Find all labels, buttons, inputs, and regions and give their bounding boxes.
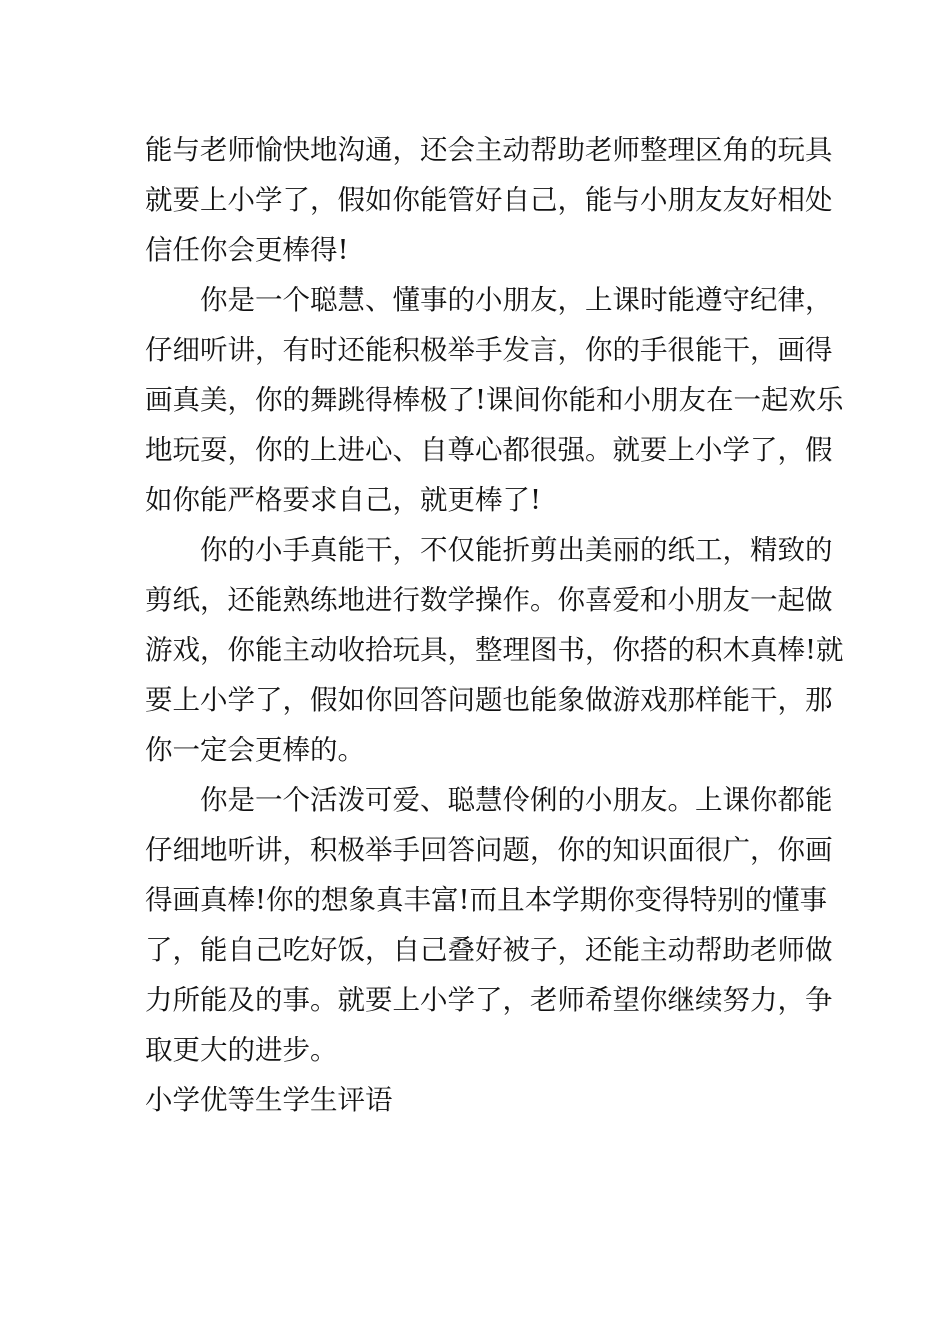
text-line: 就要上小学了，假如你能管好自己，能与小朋友友好相处 (145, 184, 833, 216)
text-line: 得画真棒!你的想象真丰富!而且本学期你变得特别的懂事 (145, 884, 828, 916)
text-line: 仔细地听讲，积极举手回答问题，你的知识面很广，你画 (145, 834, 833, 866)
paragraph-first-line: 你是一个聪慧、懂事的小朋友，上课时能遵守纪律， (200, 284, 833, 316)
text-line: 剪纸，还能熟练地进行数学操作。你喜爱和小朋友一起做 (145, 584, 833, 616)
text-line: 能与老师愉快地沟通，还会主动帮助老师整理区角的玩具 (145, 134, 833, 166)
document-body (145, 125, 844, 1125)
text-line: 仔细听讲，有时还能积极举手发言，你的手很能干，画得 (145, 334, 833, 366)
text-line: 了，能自己吃好饭，自己叠好被子，还能主动帮助老师做 (145, 934, 833, 966)
text-line: 要上小学了，假如你回答问题也能象做游戏那样能干，那 (145, 684, 833, 716)
text-line: 力所能及的事。就要上小学了，老师希望你继续努力，争 (145, 984, 833, 1016)
text-line: 地玩耍，你的上进心、自尊心都很强。就要上小学了，假 (145, 434, 833, 466)
text-line: 游戏，你能主动收拾玩具，整理图书，你搭的积木真棒!就 (145, 634, 844, 666)
section-heading: 小学优等生学生评语 (145, 1084, 393, 1116)
text-line: 信任你会更棒得! (145, 234, 349, 266)
text-line: 如你能严格要求自己，就更棒了! (145, 484, 542, 516)
text-line: 你一定会更棒的。 (145, 734, 365, 766)
text-line: 取更大的进步。 (145, 1034, 338, 1066)
paragraph-first-line: 你的小手真能干，不仅能折剪出美丽的纸工，精致的 (200, 534, 833, 566)
paragraph-first-line: 你是一个活泼可爱、聪慧伶俐的小朋友。上课你都能 (200, 784, 833, 816)
text-line: 画真美，你的舞跳得棒极了!课间你能和小朋友在一起欢乐 (145, 384, 844, 416)
